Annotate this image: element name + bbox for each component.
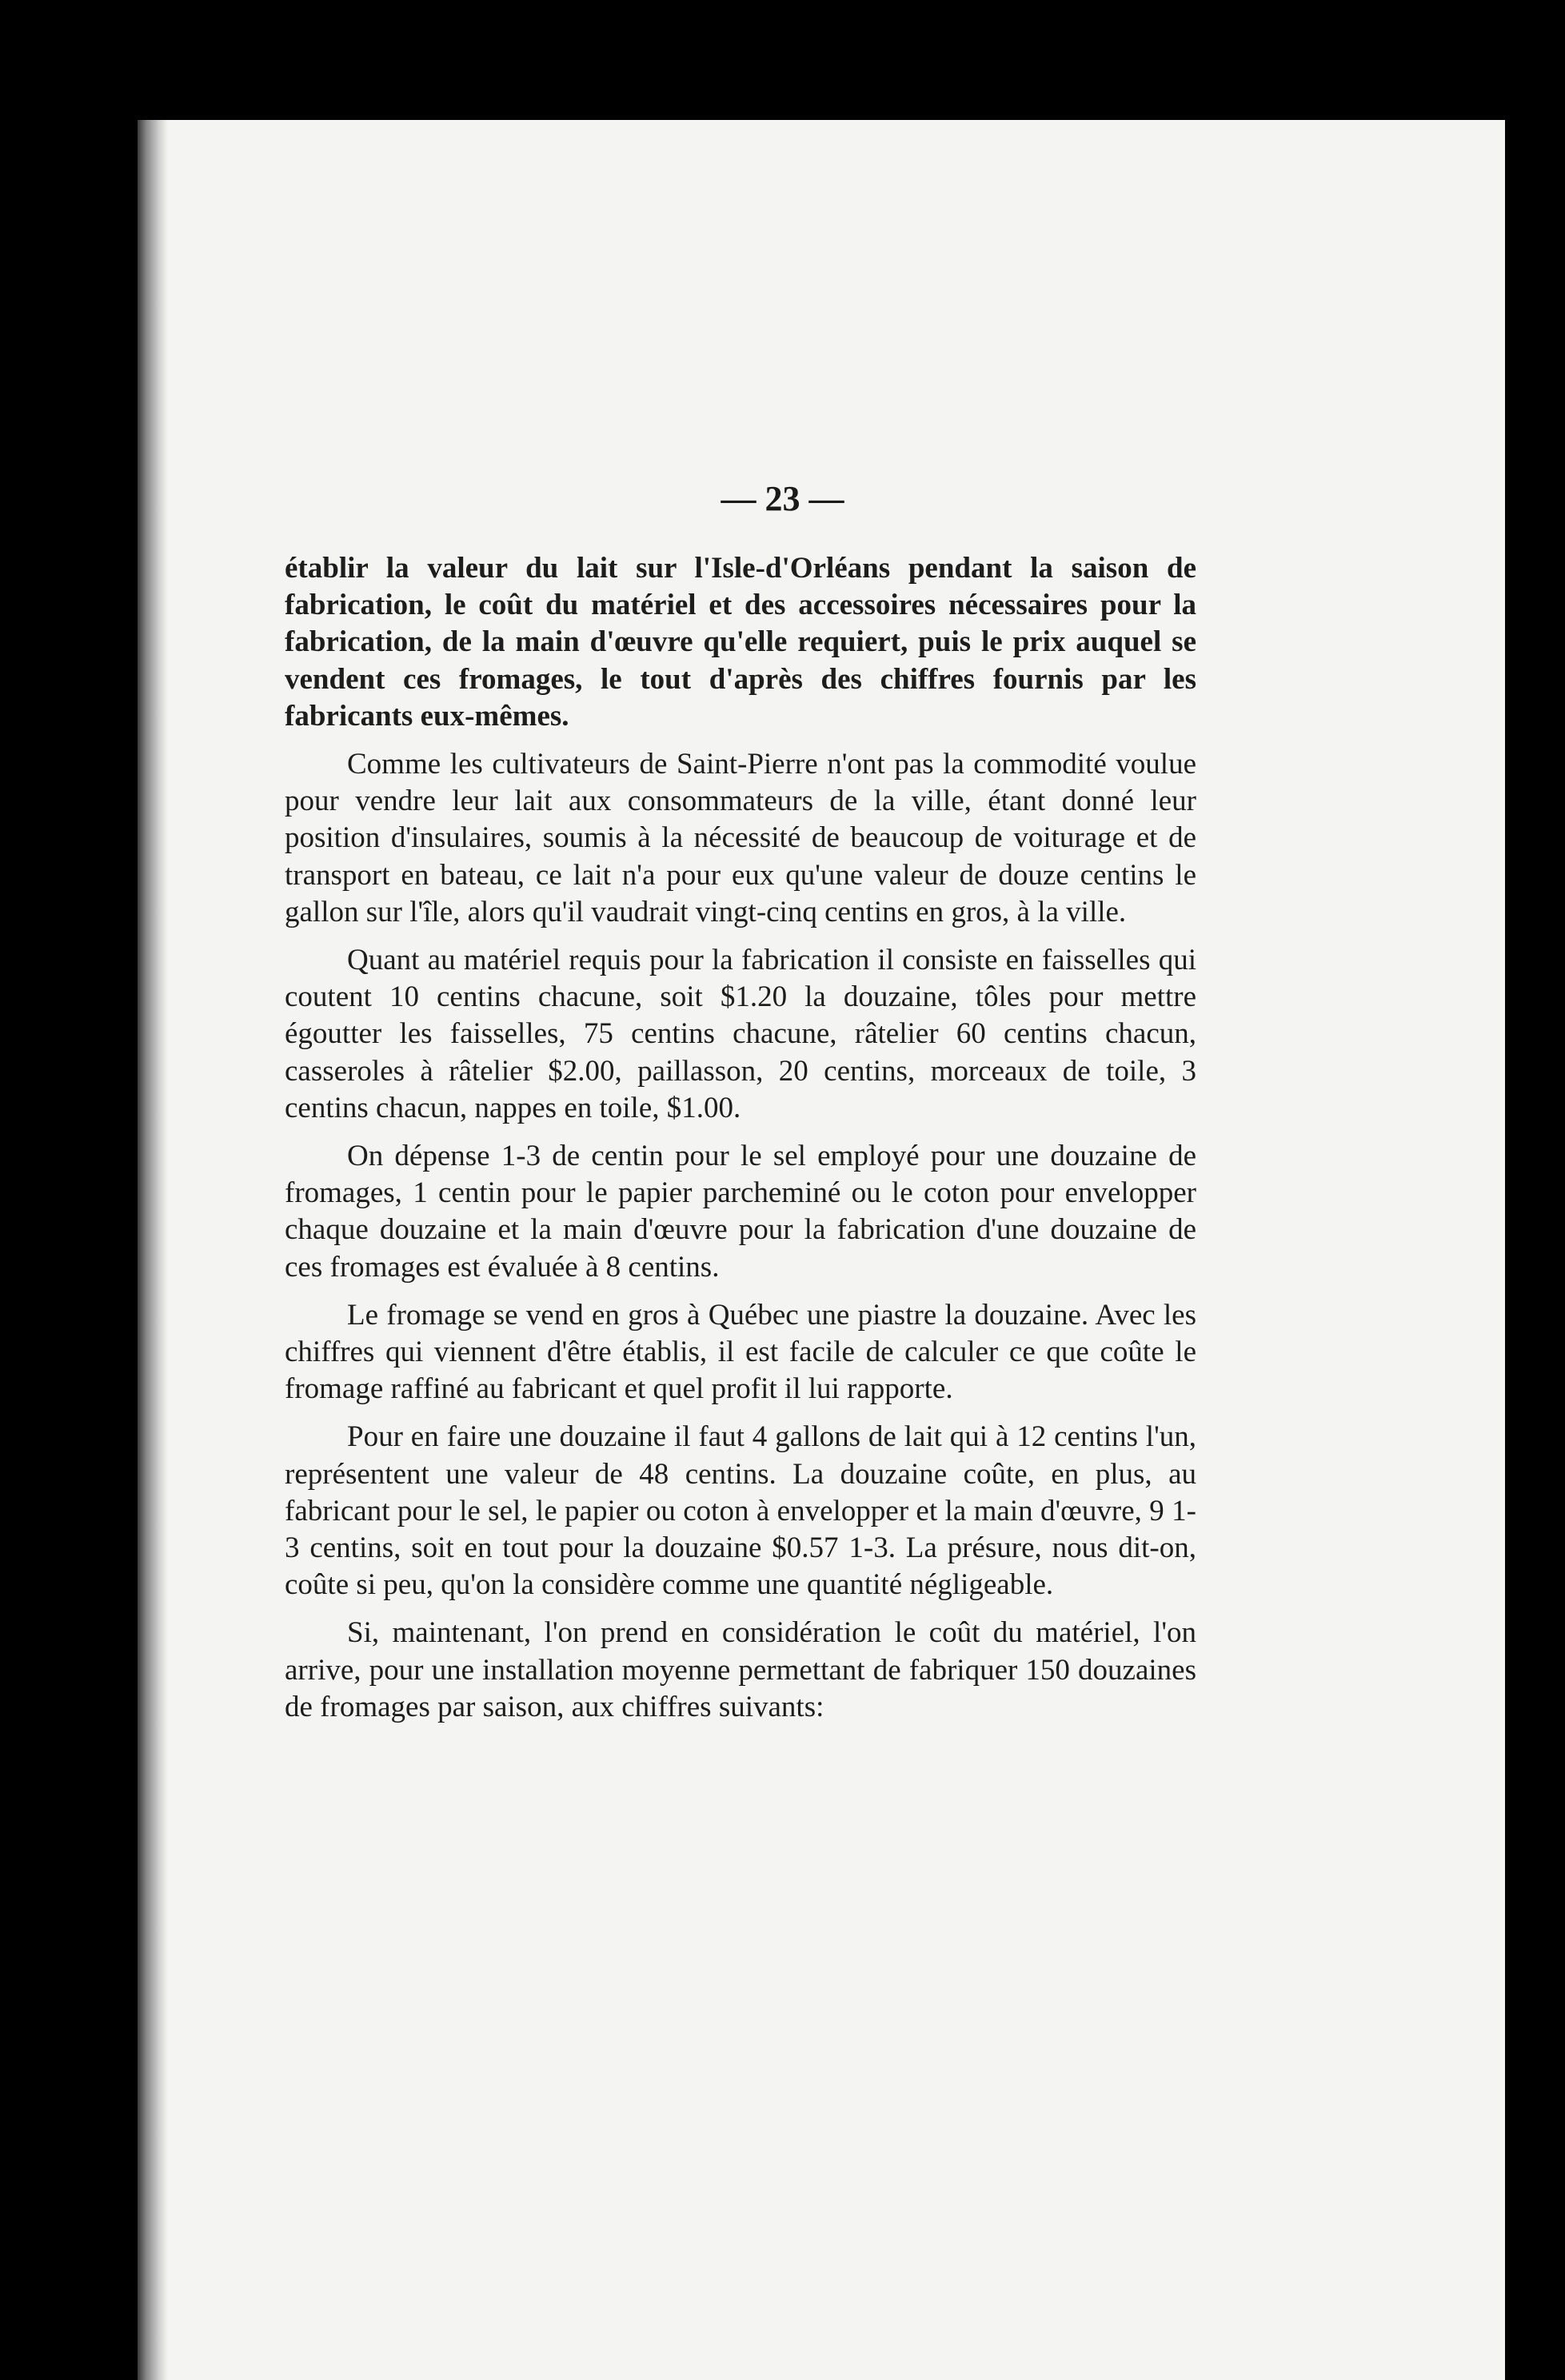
paragraph-saint-pierre: Comme les cultivateurs de Saint-Pierre n'ont pas la commodité voulue pour vendre leur lait aux consommateurs de la ville, étant donné leur position d'insulaires, soumis à la nécessité de beaucoup de voiturage et de transport en bateau, ce lait n'a pour eux qu'une valeur de douze centins le gallon sur l'île, alors qu'il vaudrait vingt-cinq centins en gros, à la ville. xyxy=(285,748,1196,928)
paragraph-installation: Si, maintenant, l'on prend en considération le coût du matériel, l'on arrive, pour une installation moyenne permettant de fabriquer 150 douzaines de fromages par saison, aux chiffres suivants: xyxy=(285,1616,1196,1723)
paragraph-materiel: Quant au matériel requis pour la fabrication il consiste en faisselles qui coutent 10 centins chacune, soit $1.20 la douzaine, tôles pour mettre égoutter les faisselles, 75 centins chacune, râtelier 60 centins chacun, casseroles à râtelier $2.00, paillasson, 20 centins, morceaux de toile, 3 centins chacun, nappes en toile, $1.00. xyxy=(285,944,1196,1124)
body-text xyxy=(285,550,1196,1737)
paragraph-depense: On dépense 1-3 de centin pour le sel employé pour une douzaine de fromages, 1 centin pour le papier parcheminé ou le coton pour envelopper chaque douzaine et la main d'œuvre pour la fabrication d'une douzaine de ces fromages est évaluée à 8 centins. xyxy=(285,1140,1196,1284)
page-binding-edge xyxy=(138,120,168,2380)
paragraph-prix-vente: Le fromage se vend en gros à Québec une piastre la douzaine. Avec les chiffres qui viennent d'être établis, il est facile de calculer ce que coûte le fromage raffiné au fabricant et quel profit il lui rapporte. xyxy=(285,1298,1196,1406)
paragraph-continuation: établir la valeur du lait sur l'Isle-d'Orléans pendant la saison de fabrication, le coût du matériel et des accessoires nécessaires pour la fabrication, de la main d'œuvre qu'elle requiert, puis le prix auquel se vendent ces fromages, le tout d'après des chiffres fournis par les fabricants eux-mêmes. xyxy=(285,552,1196,733)
page-number: — 23 — xyxy=(721,479,844,518)
paragraph-cout-douzaine: Pour en faire une douzaine il faut 4 gallons de lait qui à 12 centins l'un, représentent une valeur de 48 centins. La douzaine coûte, en plus, au fabricant pour le sel, le papier ou coton à envelopper et la main d'œuvre, 9 1-3 centins, soit en tout pour la douzaine $0.57 1-3. La présure, nous dit-on, coûte si peu, qu'on la considère comme une quantité négligeable. xyxy=(285,1420,1196,1602)
